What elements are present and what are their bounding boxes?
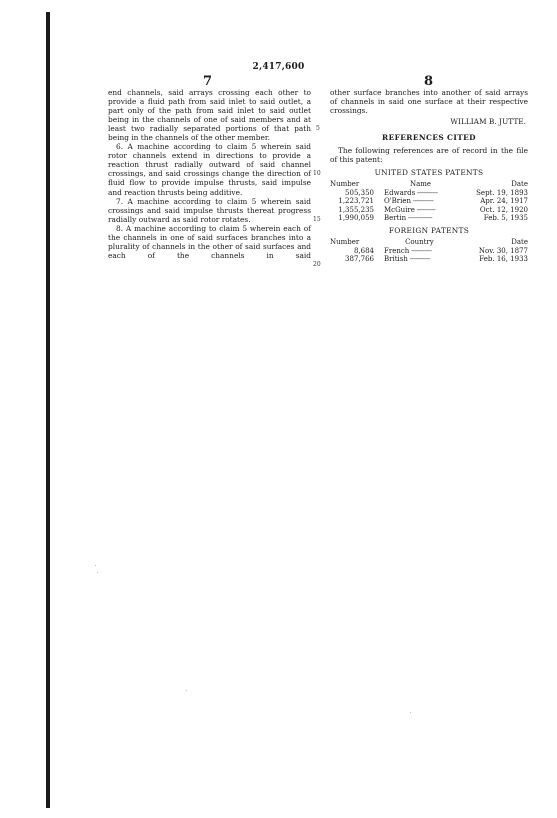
table-header-row (330, 180, 528, 188)
patent-date-cell: Feb. 5, 1935 (483, 214, 528, 222)
patent-name: McGuire (384, 205, 415, 214)
scan-speck (186, 690, 187, 691)
table-row (330, 255, 528, 263)
patent-country: British (384, 255, 408, 264)
binding-edge-bar (46, 12, 50, 808)
column-header: Number (330, 180, 360, 189)
leader-dashes: ----------- (411, 197, 434, 206)
scan-speck (410, 712, 411, 713)
right-column (330, 88, 528, 264)
patent-number-cell: 1,990,059 (338, 214, 374, 222)
references-intro: The following references are of record in the file of this patent: (330, 146, 528, 165)
patent-name: O'Brien (384, 197, 412, 206)
patent-number-cell: 505,350 (345, 188, 374, 197)
column-header: Number (330, 238, 360, 247)
patent-name: Edwards (384, 188, 416, 197)
table-row (330, 197, 528, 205)
claim-8-continuation: other surface branches into another of said arrays of channels in said one surface at their respective crossings. (330, 88, 528, 116)
leader-dashes: ----------- (415, 188, 438, 197)
claim-5-continuation: end channels, said arrays crossing each other to provide a fluid path from said inlet to said outlet, a part only of the path from said inlet to said outlet being in the channels of one of said members and at least two radially separated portions of that path being in the channels of the other member. (108, 88, 311, 143)
scan-speck (97, 572, 98, 573)
patent-date-cell: Sept. 19, 1893 (476, 188, 528, 197)
inventor-signature: WILLIAM B. JUTTE. (450, 117, 526, 127)
line-number-10: 10 (313, 170, 321, 177)
table-row (330, 214, 528, 222)
left-column-number: 7 (203, 74, 213, 89)
patent-country-cell (384, 247, 455, 255)
leader-dashes: ------------- (406, 214, 433, 222)
us-patents-table (330, 180, 528, 222)
patent-number-cell: 8,684 (353, 246, 374, 255)
right-column-number: 8 (424, 74, 434, 89)
scan-speck (95, 565, 96, 566)
patent-name-cell (384, 189, 457, 197)
leader-dashes: ---------- (414, 205, 436, 214)
patent-country: French (384, 246, 410, 255)
claim-8-start: 8. A machine according to claim 5 wherein each of the channels in one of said surfaces branches into a plurality of channels in the other of said surfaces and each of the channels in said (108, 223, 311, 260)
patent-number-cell: 1,223,721 (338, 197, 374, 206)
column-header: Date (511, 180, 528, 189)
patent-name-cell (384, 197, 457, 205)
leader-dashes: ----------- (409, 246, 432, 255)
line-number-20: 20 (313, 261, 321, 268)
patent-number: 2,417,600 (252, 62, 305, 72)
left-column (108, 88, 311, 260)
patent-country-cell (384, 255, 455, 263)
line-number-15: 15 (313, 216, 321, 223)
table-row (330, 206, 528, 214)
column-header: Name (409, 180, 432, 189)
patent-name-cell (384, 206, 457, 214)
patent-date-cell: Apr. 24, 1917 (480, 197, 528, 206)
line-number-5: 5 (316, 125, 320, 132)
claim-7: 7. A machine according to claim 5 wherein said crossings and said impulse thrusts thereat progress radially outward as said rotor rotates. (108, 196, 311, 224)
us-patents-heading: UNITED STATES PATENTS (374, 168, 484, 178)
foreign-patents-table (330, 238, 528, 263)
table-row (330, 247, 528, 255)
leader-dashes: ----------- (407, 255, 431, 264)
patent-date-cell: Feb. 16, 1933 (479, 255, 528, 264)
foreign-patents-heading: FOREIGN PATENTS (388, 226, 470, 236)
claim-6: 6. A machine according to claim 5 wherein said rotor channels extend in directions to provide a reaction thrust radially outward of said channel crossings, and said crossings change the direction of fluid flow to provide impulse thrusts, said impulse and reaction thrusts being additive. (108, 142, 311, 197)
patent-date-cell: Nov. 30, 1877 (478, 246, 528, 255)
patent-date-cell: Oct. 12, 1920 (479, 205, 528, 214)
table-row (330, 189, 528, 197)
patent-name: Bertin (384, 214, 407, 222)
patent-number-cell: 1,355,235 (338, 205, 374, 214)
column-header: Country (405, 238, 434, 247)
column-header: Date (511, 238, 528, 247)
table-header-row (330, 238, 528, 246)
patent-number-cell: 387,766 (345, 255, 374, 264)
patent-name-cell (384, 214, 457, 222)
references-heading: REFERENCES CITED (382, 133, 476, 143)
